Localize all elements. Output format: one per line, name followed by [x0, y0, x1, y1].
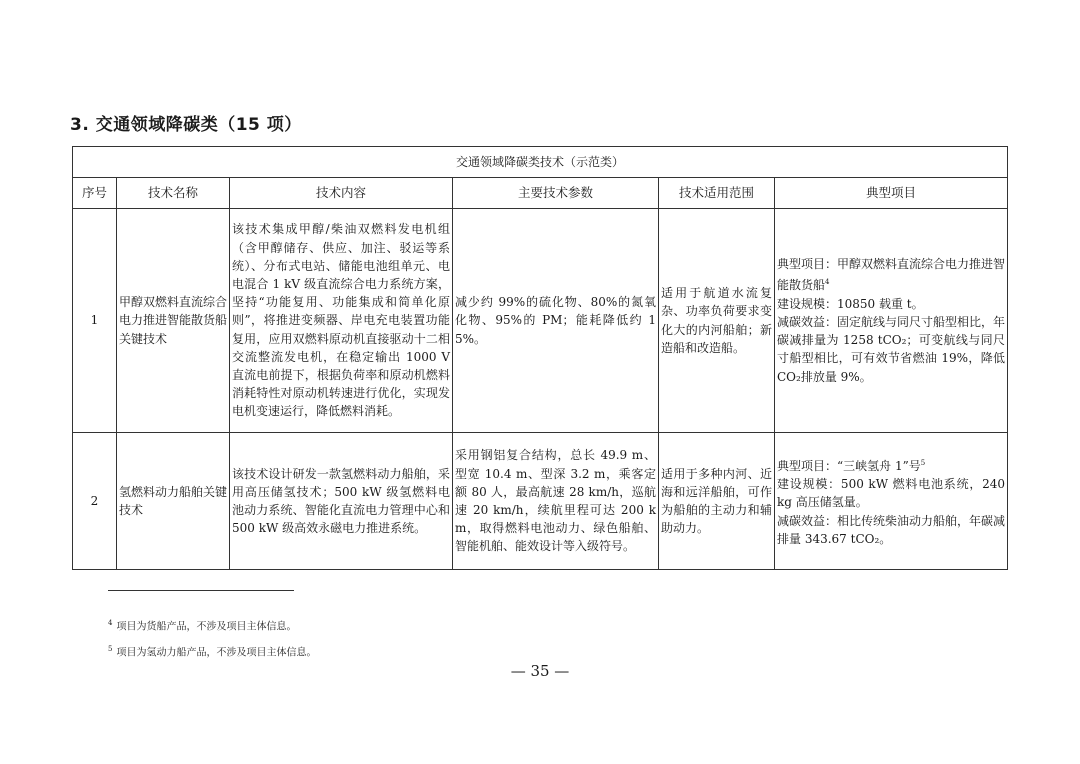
header-index: 序号 — [73, 178, 117, 209]
table-caption-row — [73, 147, 1008, 178]
project-benefit: 减碳效益：相比传统柴油动力船舶，年碳减排量 343.67 tCO₂。 — [777, 513, 1006, 546]
row-tech-params: 减少约 99%的硫化物、80%的氮氧化物、95%的 PM；能耗降低约 15%。 — [453, 209, 659, 433]
header-name: 技术名称 — [117, 178, 230, 209]
footnote-ref: 4 — [825, 278, 830, 287]
footnote-ref: 5 — [920, 458, 926, 467]
row-index: 1 — [73, 209, 117, 433]
tech-table — [72, 146, 1008, 570]
project-scale: 建设规模：10850 载重 t。 — [777, 296, 924, 311]
row-tech-content: 该技术集成甲醇/柴油双燃料发电机组（含甲醇储存、供应、加注、驳运等系统）、分布式电站、储能电池组单元、电电混合 1 kV 级直流综合电力系统方案，坚持“功能复用、功能集成和简单化原则”，将推进变频器、岸电充电装置功能复用，应用双燃料原动机直接驱动十二相交流整流发电机，在稳定输出 1000 V 直流电前提下，根据负荷率和原动机燃料消耗特性对原动机转速进行优化，实现发电机变速运行，降低燃料消耗。 — [230, 209, 453, 433]
section-heading: 3. 交通领域降碳类（15 项） — [70, 115, 302, 135]
row-index: 2 — [73, 433, 117, 570]
footnote-mark: 5 — [108, 645, 113, 654]
footnote-divider — [108, 590, 294, 591]
footnote-text: 项目为氢动力船产品，不涉及项目主体信息。 — [116, 647, 317, 659]
header-params: 主要技术参数 — [453, 178, 659, 209]
table-header-row — [73, 178, 1008, 209]
footnote-text: 项目为货船产品，不涉及项目主体信息。 — [116, 621, 297, 633]
table-caption: 交通领域降碳类技术（示范类） — [73, 147, 1008, 178]
table-row — [73, 209, 1008, 433]
project-scale: 建设规模：500 kW 燃料电池系统，240 kg 高压储氢量。 — [777, 477, 1006, 510]
row-tech-name: 氢燃料动力船舶关键技术 — [117, 433, 230, 570]
row-tech-name: 甲醇双燃料直流综合电力推进智能散货船关键技术 — [117, 209, 230, 433]
footnote-item — [108, 638, 316, 664]
header-scope: 技术适用范围 — [659, 178, 775, 209]
header-project: 典型项目 — [775, 178, 1008, 209]
row-typical-project — [775, 209, 1008, 433]
project-title: 典型项目：“三峡氢舟 1”号 — [777, 458, 921, 473]
header-content: 技术内容 — [230, 178, 453, 209]
footnotes — [108, 612, 316, 665]
table-row — [73, 433, 1008, 570]
row-typical-project — [775, 433, 1008, 570]
row-tech-scope: 适用于多种内河、近海和远洋船舶，可作为船舶的主动力和辅助动力。 — [659, 433, 775, 570]
project-benefit: 减碳效益：固定航线与同尺寸船型相比，年碳减排量为 1258 tCO₂；可变航线与同尺寸船型相比，可有效节省燃油 19%，降低 CO₂排放量 9%。 — [777, 314, 1006, 384]
project-title: 典型项目：甲醇双燃料直流综合电力推进智能散货船 — [777, 257, 1006, 293]
row-tech-content: 该技术设计研发一款氢燃料动力船舶，采用高压储氢技术；500 kW 级氢燃料电池动力系统、智能化直流电力管理中心和 500 kW 级高效永磁电力推进系统。 — [230, 433, 453, 570]
page-number: — 35 — — [510, 662, 570, 680]
row-tech-scope: 适用于航道水流复杂、功率负荷要求变化大的内河船舶；新造船和改造船。 — [659, 209, 775, 433]
footnote-item — [108, 612, 316, 638]
row-tech-params: 采用钢铝复合结构，总长 49.9 m、型宽 10.4 m、型深 3.2 m，乘客定额 80 人，最高航速 28 km/h，巡航速 20 km/h，续航里程可达 200 km，取得燃料电池动力、绿色船舶、智能机舶、能效设计等入级符号。 — [453, 433, 659, 570]
footnote-mark: 4 — [108, 619, 113, 627]
